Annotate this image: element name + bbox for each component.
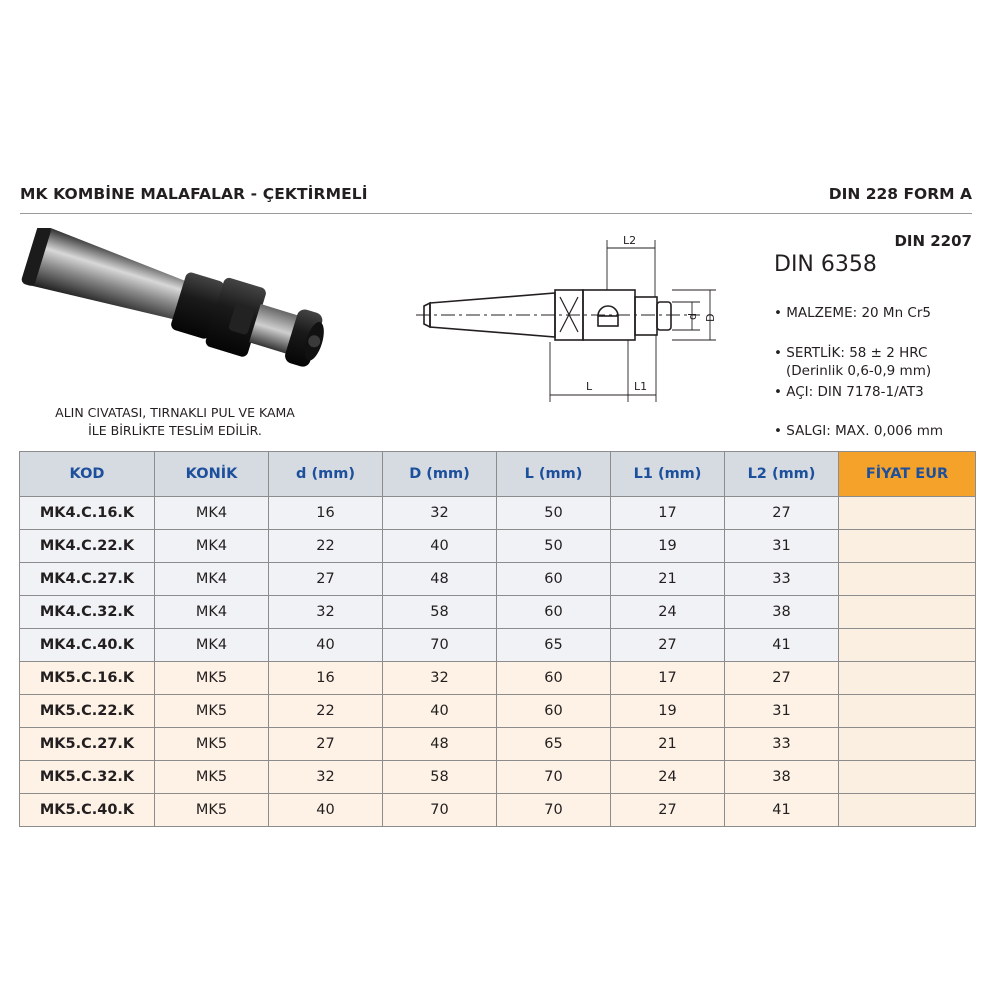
table-row: [20, 695, 976, 728]
spec-angle: • AÇI: DIN 7178-1/AT3: [774, 384, 924, 400]
cell-d-large: 48: [383, 728, 497, 761]
product-table: [19, 451, 976, 827]
cell-d-large: 48: [383, 563, 497, 596]
cell-l2: 38: [725, 761, 839, 794]
product-photo: [18, 228, 348, 398]
cell-konik: MK4: [155, 629, 269, 662]
cell-l1: 27: [611, 794, 725, 827]
table-row: [20, 596, 976, 629]
cell-d-small: 22: [269, 530, 383, 563]
cell-konik: MK5: [155, 695, 269, 728]
cell-kod: MK5.C.40.K: [20, 794, 155, 827]
table-header-row: [20, 452, 976, 497]
cell-price: [839, 497, 976, 530]
cell-konik: MK5: [155, 662, 269, 695]
cell-d-small: 27: [269, 728, 383, 761]
dim-label-l1: L1: [634, 380, 648, 393]
table-row: [20, 794, 976, 827]
table-row: [20, 662, 976, 695]
cell-d-large: 32: [383, 662, 497, 695]
cell-l2: 27: [725, 662, 839, 695]
cell-d-small: 32: [269, 596, 383, 629]
cell-d-large: 40: [383, 695, 497, 728]
cell-konik: MK4: [155, 530, 269, 563]
cell-kod: MK4.C.40.K: [20, 629, 155, 662]
column-header-d-large: D (mm): [383, 452, 497, 497]
standard-label: DIN 228 FORM A: [828, 185, 972, 203]
cell-l1: 19: [611, 530, 725, 563]
cell-kod: MK5.C.22.K: [20, 695, 155, 728]
cell-l1: 17: [611, 497, 725, 530]
cell-d-small: 16: [269, 497, 383, 530]
cell-kod: MK4.C.27.K: [20, 563, 155, 596]
dim-label-d-large: D: [704, 313, 717, 322]
cell-l: 60: [497, 695, 611, 728]
standard-din-6358: DIN 6358: [774, 252, 877, 277]
cell-l1: 17: [611, 662, 725, 695]
column-header-l1: L1 (mm): [611, 452, 725, 497]
spec-runout: • SALGI: MAX. 0,006 mm: [774, 423, 944, 439]
cell-konik: MK5: [155, 761, 269, 794]
cell-l2: 33: [725, 563, 839, 596]
cell-l: 50: [497, 497, 611, 530]
table-row: [20, 497, 976, 530]
cell-konik: MK4: [155, 596, 269, 629]
table-row: [20, 530, 976, 563]
page-title: MK KOMBİNE MALAFALAR - ÇEKTİRMELİ: [20, 185, 368, 203]
cell-price: [839, 728, 976, 761]
dim-label-l2: L2: [623, 234, 637, 247]
cell-konik: MK5: [155, 794, 269, 827]
column-header-konik: KONİK: [155, 452, 269, 497]
cell-price: [839, 563, 976, 596]
standard-din-2207: DIN 2207: [894, 232, 972, 250]
column-header-price: FİYAT EUR: [839, 452, 976, 497]
cell-kod: MK4.C.22.K: [20, 530, 155, 563]
cell-l: 65: [497, 629, 611, 662]
cell-l: 50: [497, 530, 611, 563]
cell-price: [839, 695, 976, 728]
cell-price: [839, 761, 976, 794]
cell-d-small: 40: [269, 794, 383, 827]
photo-caption-line-2: İLE BİRLİKTE TESLİM EDİLİR.: [88, 423, 262, 438]
cell-l2: 33: [725, 728, 839, 761]
photo-caption: [20, 404, 330, 440]
cell-l2: 31: [725, 530, 839, 563]
cell-d-large: 70: [383, 629, 497, 662]
cell-d-small: 27: [269, 563, 383, 596]
cell-l2: 31: [725, 695, 839, 728]
cell-l1: 21: [611, 728, 725, 761]
cell-l: 65: [497, 728, 611, 761]
cell-d-large: 32: [383, 497, 497, 530]
column-header-kod: KOD: [20, 452, 155, 497]
column-header-d-small: d (mm): [269, 452, 383, 497]
cell-d-large: 58: [383, 761, 497, 794]
column-header-l: L (mm): [497, 452, 611, 497]
cell-d-large: 40: [383, 530, 497, 563]
cell-l2: 38: [725, 596, 839, 629]
table-row: [20, 563, 976, 596]
cell-d-small: 16: [269, 662, 383, 695]
cell-kod: MK5.C.16.K: [20, 662, 155, 695]
cell-l2: 41: [725, 794, 839, 827]
photo-caption-line-1: ALIN CIVATASI, TIRNAKLI PUL VE KAMA: [55, 405, 295, 420]
cell-kod: MK4.C.32.K: [20, 596, 155, 629]
cell-d-small: 40: [269, 629, 383, 662]
table-row: [20, 761, 976, 794]
cell-l: 60: [497, 662, 611, 695]
cell-price: [839, 530, 976, 563]
dim-label-l: L: [586, 380, 593, 393]
cell-d-small: 22: [269, 695, 383, 728]
technical-drawing: [410, 232, 730, 407]
cell-l1: 21: [611, 563, 725, 596]
cell-d-large: 58: [383, 596, 497, 629]
cell-price: [839, 629, 976, 662]
spec-material: • MALZEME: 20 Mn Cr5: [774, 305, 931, 321]
dim-label-d-small: d: [686, 313, 699, 320]
table-row: [20, 728, 976, 761]
spec-hardness: • SERTLİK: 58 ± 2 HRC: [774, 345, 928, 361]
cell-d-large: 70: [383, 794, 497, 827]
cell-l1: 24: [611, 596, 725, 629]
column-header-l2: L2 (mm): [725, 452, 839, 497]
cell-l1: 27: [611, 629, 725, 662]
cell-kod: MK5.C.32.K: [20, 761, 155, 794]
table-row: [20, 629, 976, 662]
cell-l2: 41: [725, 629, 839, 662]
header-divider: [20, 213, 972, 214]
cell-l: 60: [497, 596, 611, 629]
cell-price: [839, 794, 976, 827]
cell-l: 70: [497, 794, 611, 827]
cell-l1: 19: [611, 695, 725, 728]
spec-hardness-depth: (Derinlik 0,6-0,9 mm): [786, 363, 932, 379]
cell-l: 60: [497, 563, 611, 596]
cell-konik: MK4: [155, 563, 269, 596]
cell-price: [839, 662, 976, 695]
cell-price: [839, 596, 976, 629]
cell-l: 70: [497, 761, 611, 794]
cell-konik: MK4: [155, 497, 269, 530]
cell-l2: 27: [725, 497, 839, 530]
cell-kod: MK5.C.27.K: [20, 728, 155, 761]
cell-l1: 24: [611, 761, 725, 794]
cell-konik: MK5: [155, 728, 269, 761]
cell-d-small: 32: [269, 761, 383, 794]
cell-kod: MK4.C.16.K: [20, 497, 155, 530]
